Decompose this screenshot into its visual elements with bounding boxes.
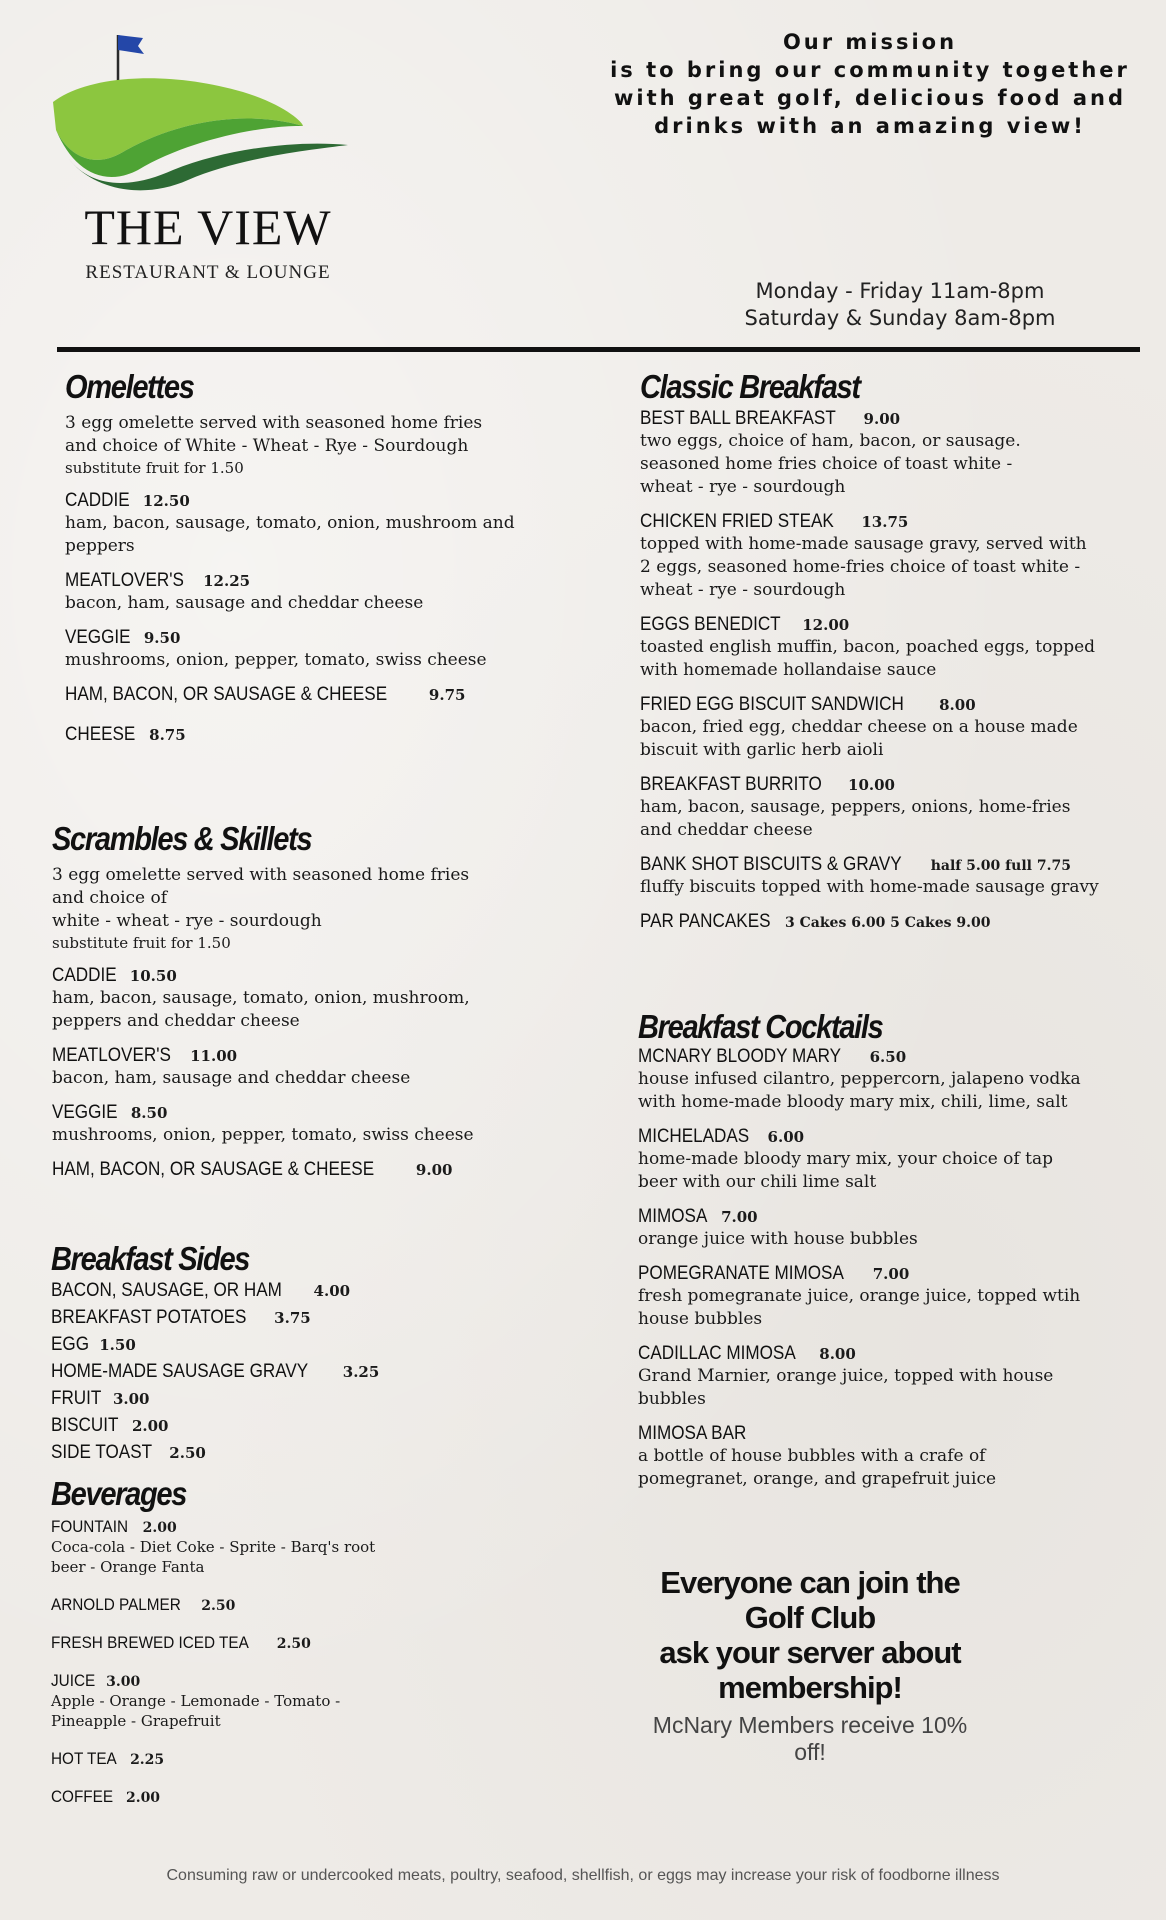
item-description: bacon, fried egg, cheddar cheese on a house made biscuit with garlic herb aioli xyxy=(640,717,1078,760)
logo-subtitle: RESTAURANT & LOUNGE xyxy=(85,262,331,283)
item-name: BACON, SAUSAGE, OR HAM xyxy=(51,1280,282,1301)
item-price: 2.00 xyxy=(131,1417,169,1435)
item-name: MIMOSA xyxy=(638,1206,708,1227)
item-price: 9.00 xyxy=(863,410,901,428)
item-name: PAR PANCAKES xyxy=(640,911,771,932)
logo-title: THE VIEW xyxy=(84,199,332,255)
menu-item xyxy=(65,570,585,615)
header-divider xyxy=(57,347,1140,352)
menu-item xyxy=(51,1334,471,1356)
menu-item xyxy=(51,1442,471,1464)
item-price: 8.75 xyxy=(149,726,186,744)
menu-item xyxy=(638,1126,1108,1194)
item-price: 2.50 xyxy=(276,1636,311,1652)
menu-item xyxy=(51,1415,471,1437)
restaurant-logo xyxy=(48,30,368,290)
item-name: EGGS BENEDICT xyxy=(640,614,781,635)
menu-item xyxy=(638,1263,1108,1331)
item-price: 13.75 xyxy=(861,513,909,531)
item-name: CHEESE xyxy=(65,724,136,745)
menu-item xyxy=(640,911,1100,933)
item-price: 2.25 xyxy=(130,1752,165,1768)
item-price: 7.00 xyxy=(721,1208,758,1226)
item-price: 1.50 xyxy=(99,1336,136,1354)
item-name: EGG xyxy=(51,1334,90,1355)
section-intro: 3 egg omelette served with seasoned home fries xyxy=(65,413,483,433)
section-title: Scrambles & Skillets xyxy=(52,820,312,857)
item-name: BREAKFAST POTATOES xyxy=(51,1307,247,1328)
promo-line: ask your server about xyxy=(659,1635,961,1670)
item-description: Coca-cola - Diet Coke - Sprite - Barq's root beer - Orange Fanta xyxy=(51,1538,376,1576)
item-price: 12.50 xyxy=(142,492,190,510)
hours-weekend: Saturday & Sunday 8am-8pm xyxy=(744,306,1056,330)
flag-icon xyxy=(118,35,144,54)
item-price: 2.50 xyxy=(201,1598,236,1614)
section-title: Omelettes xyxy=(65,368,194,405)
menu-item xyxy=(51,1280,471,1302)
item-description: ham, bacon, sausage, peppers, onions, home-fries and cheddar cheese xyxy=(640,797,1071,840)
item-price: 4.00 xyxy=(313,1282,351,1300)
item-description: fluffy biscuits topped with home-made sausage gravy xyxy=(640,877,1099,897)
menu-item xyxy=(640,694,1100,762)
item-name: HAM, BACON, OR SAUSAGE & CHEESE xyxy=(52,1159,375,1180)
item-price: 11.00 xyxy=(190,1047,238,1065)
item-name: COFFEE xyxy=(51,1787,114,1806)
promo-line: Golf Club xyxy=(744,1600,876,1635)
item-description: mushrooms, onion, pepper, tomato, swiss cheese xyxy=(65,650,487,670)
item-name: FRIED EGG BISCUIT SANDWICH xyxy=(640,694,904,715)
menu-item xyxy=(51,1307,471,1329)
item-description: toasted english muffin, bacon, poached eggs, topped with homemade hollandaise sauce xyxy=(640,637,1096,680)
mission-statement xyxy=(600,28,1140,140)
item-price: 3.75 xyxy=(274,1309,311,1327)
health-disclaimer: Consuming raw or undercooked meats, poultry, seafood, shellfish, or eggs may increase your risk of foodborne illness xyxy=(166,1867,1000,1884)
menu-item xyxy=(65,627,585,672)
menu-item xyxy=(638,1046,1108,1114)
section-intro: 3 egg omelette served with seasoned home fries xyxy=(52,865,470,885)
menu-item xyxy=(51,1633,411,1653)
section-omelettes xyxy=(65,368,585,758)
item-price: 10.50 xyxy=(129,967,177,985)
item-description: fresh pomegranate juice, orange juice, topped wtih house bubbles xyxy=(638,1286,1081,1329)
section-breakfast-cocktails xyxy=(638,1008,1108,1503)
section-note: substitute fruit for 1.50 xyxy=(65,459,244,477)
menu-item xyxy=(640,408,1100,499)
item-price: 3.00 xyxy=(106,1674,141,1690)
item-description: orange juice with house bubbles xyxy=(638,1229,918,1249)
section-intro: and choice of xyxy=(52,888,168,908)
menu-item xyxy=(51,1517,411,1577)
item-name: POMEGRANATE MIMOSA xyxy=(638,1263,844,1284)
item-price: 10.00 xyxy=(848,776,895,794)
item-price: 3.25 xyxy=(342,1363,380,1381)
menu-item xyxy=(52,1102,572,1147)
item-description: bacon, ham, sausage and cheddar cheese xyxy=(52,1068,411,1088)
item-price: 12.25 xyxy=(203,572,251,590)
item-price: 7.00 xyxy=(872,1265,910,1283)
menu-item xyxy=(52,1045,572,1090)
section-classic-breakfast xyxy=(640,368,1100,945)
item-name: SIDE TOAST xyxy=(51,1442,153,1463)
item-description: Grand Marnier, orange juice, topped with house bubbles xyxy=(638,1366,1054,1409)
section-beverages xyxy=(51,1475,411,1825)
item-description: two eggs, choice of ham, bacon, or sausage. seasoned home fries choice of toast white - wheat - rye - sourdough xyxy=(640,431,1021,497)
section-intro: and choice of White - Wheat - Rye - Sourdough xyxy=(65,436,469,456)
menu-item xyxy=(51,1595,411,1615)
menu-item xyxy=(65,724,585,746)
item-name: CADILLAC MIMOSA xyxy=(638,1343,796,1364)
item-price: 9.75 xyxy=(428,686,466,704)
item-description: house infused cilantro, peppercorn, jalapeno vodka with home-made bloody mary mix, chili, lime, salt xyxy=(638,1069,1081,1112)
item-name: FRUIT xyxy=(51,1388,102,1409)
menu-item xyxy=(52,1159,572,1181)
item-name: BEST BALL BREAKFAST xyxy=(640,408,836,429)
menu-item xyxy=(65,490,585,558)
menu-item xyxy=(638,1206,1108,1251)
menu-item xyxy=(51,1787,411,1807)
item-name: MICHELADAS xyxy=(638,1126,750,1147)
section-intro: white - wheat - rye - sourdough xyxy=(52,911,322,931)
item-name: MEATLOVER'S xyxy=(65,570,184,591)
item-description: mushrooms, onion, pepper, tomato, swiss cheese xyxy=(52,1125,474,1145)
menu-item xyxy=(51,1671,411,1731)
item-name: MCNARY BLOODY MARY xyxy=(638,1046,842,1067)
menu-item xyxy=(638,1423,1108,1491)
hours-weekday: Monday - Friday 11am-8pm xyxy=(755,279,1045,303)
item-description: ham, bacon, sausage, tomato, onion, mushroom, peppers and cheddar cheese xyxy=(52,988,470,1031)
menu-item xyxy=(640,511,1100,602)
item-name: ARNOLD PALMER xyxy=(51,1595,181,1614)
section-title: Classic Breakfast xyxy=(640,368,860,405)
item-name: JUICE xyxy=(51,1671,96,1690)
menu-item xyxy=(65,684,585,706)
golf-green-logo-icon xyxy=(48,30,368,200)
menu-item xyxy=(640,614,1100,682)
menu-item xyxy=(640,854,1100,899)
item-description: home-made bloody mary mix, your choice of tap beer with our chili lime salt xyxy=(638,1149,1053,1192)
item-price: 3.00 xyxy=(112,1390,150,1408)
item-description: ham, bacon, sausage, tomato, onion, mushroom and peppers xyxy=(65,513,515,556)
section-scrambles-skillets xyxy=(52,820,572,1193)
item-price: 6.50 xyxy=(869,1048,907,1066)
item-name: BREAKFAST BURRITO xyxy=(640,774,822,795)
menu-item xyxy=(638,1343,1108,1411)
item-price: 8.00 xyxy=(939,696,976,714)
item-name: MEATLOVER'S xyxy=(52,1045,171,1066)
menu-item xyxy=(52,965,572,1033)
section-title: Beverages xyxy=(51,1475,187,1512)
item-price: half 5.00 full 7.75 xyxy=(930,858,1071,874)
menu-item xyxy=(51,1388,471,1410)
item-name: HOT TEA xyxy=(51,1749,117,1768)
section-breakfast-sides xyxy=(51,1240,471,1469)
menu-item xyxy=(51,1749,411,1769)
promo-line: Everyone can join the xyxy=(660,1565,960,1600)
item-name: HOME-MADE SAUSAGE GRAVY xyxy=(51,1361,309,1382)
item-price: 2.00 xyxy=(125,1790,161,1806)
item-price: 2.50 xyxy=(169,1444,206,1462)
item-name: CHICKEN FRIED STEAK xyxy=(640,511,834,532)
item-price: 2.00 xyxy=(142,1520,177,1536)
item-price: 9.00 xyxy=(415,1161,453,1179)
section-title: Breakfast Sides xyxy=(51,1240,250,1277)
menu-item xyxy=(640,774,1100,842)
item-name: CADDIE xyxy=(65,490,130,511)
item-description: topped with home-made sausage gravy, served with 2 eggs, seasoned home-fries choice of toast white - wheat - rye - sourdough xyxy=(640,534,1087,600)
opening-hours xyxy=(700,278,1100,332)
mission-line: Our mission xyxy=(782,30,958,54)
item-name: BISCUIT xyxy=(51,1415,119,1436)
members-discount: McNary Members receive 10% off! xyxy=(652,1712,968,1765)
item-name: VEGGIE xyxy=(65,627,131,648)
item-name: FRESH BREWED ICED TEA xyxy=(51,1633,249,1652)
item-name: VEGGIE xyxy=(52,1102,118,1123)
item-name: MIMOSA BAR xyxy=(638,1423,747,1444)
item-description: bacon, ham, sausage and cheddar cheese xyxy=(65,593,424,613)
mission-line: drinks with an amazing view! xyxy=(654,114,1086,138)
item-name: FOUNTAIN xyxy=(51,1517,129,1536)
section-note: substitute fruit for 1.50 xyxy=(52,934,231,952)
menu-item xyxy=(51,1361,471,1383)
item-price: 6.00 xyxy=(767,1128,805,1146)
promo-line: membership! xyxy=(718,1670,902,1705)
item-price: 12.00 xyxy=(802,616,850,634)
item-price: 9.50 xyxy=(143,629,181,647)
item-name: HAM, BACON, OR SAUSAGE & CHEESE xyxy=(65,684,388,705)
item-name: BANK SHOT BISCUITS & GRAVY xyxy=(640,854,902,875)
item-description: Apple - Orange - Lemonade - Tomato - Pineapple - Grapefruit xyxy=(51,1692,341,1730)
section-title: Breakfast Cocktails xyxy=(638,1008,883,1045)
mission-line: with great golf, delicious food and xyxy=(614,86,1126,110)
item-price: 8.50 xyxy=(130,1104,168,1122)
mission-line: is to bring our community together xyxy=(610,58,1130,82)
item-price: 3 Cakes 6.00 5 Cakes 9.00 xyxy=(785,915,991,931)
item-description: a bottle of house bubbles with a crafe of pomegranet, orange, and grapefruit juice xyxy=(638,1446,997,1489)
item-name: CADDIE xyxy=(52,965,117,986)
item-price: 8.00 xyxy=(819,1345,856,1363)
golf-club-promo xyxy=(640,1565,980,1705)
